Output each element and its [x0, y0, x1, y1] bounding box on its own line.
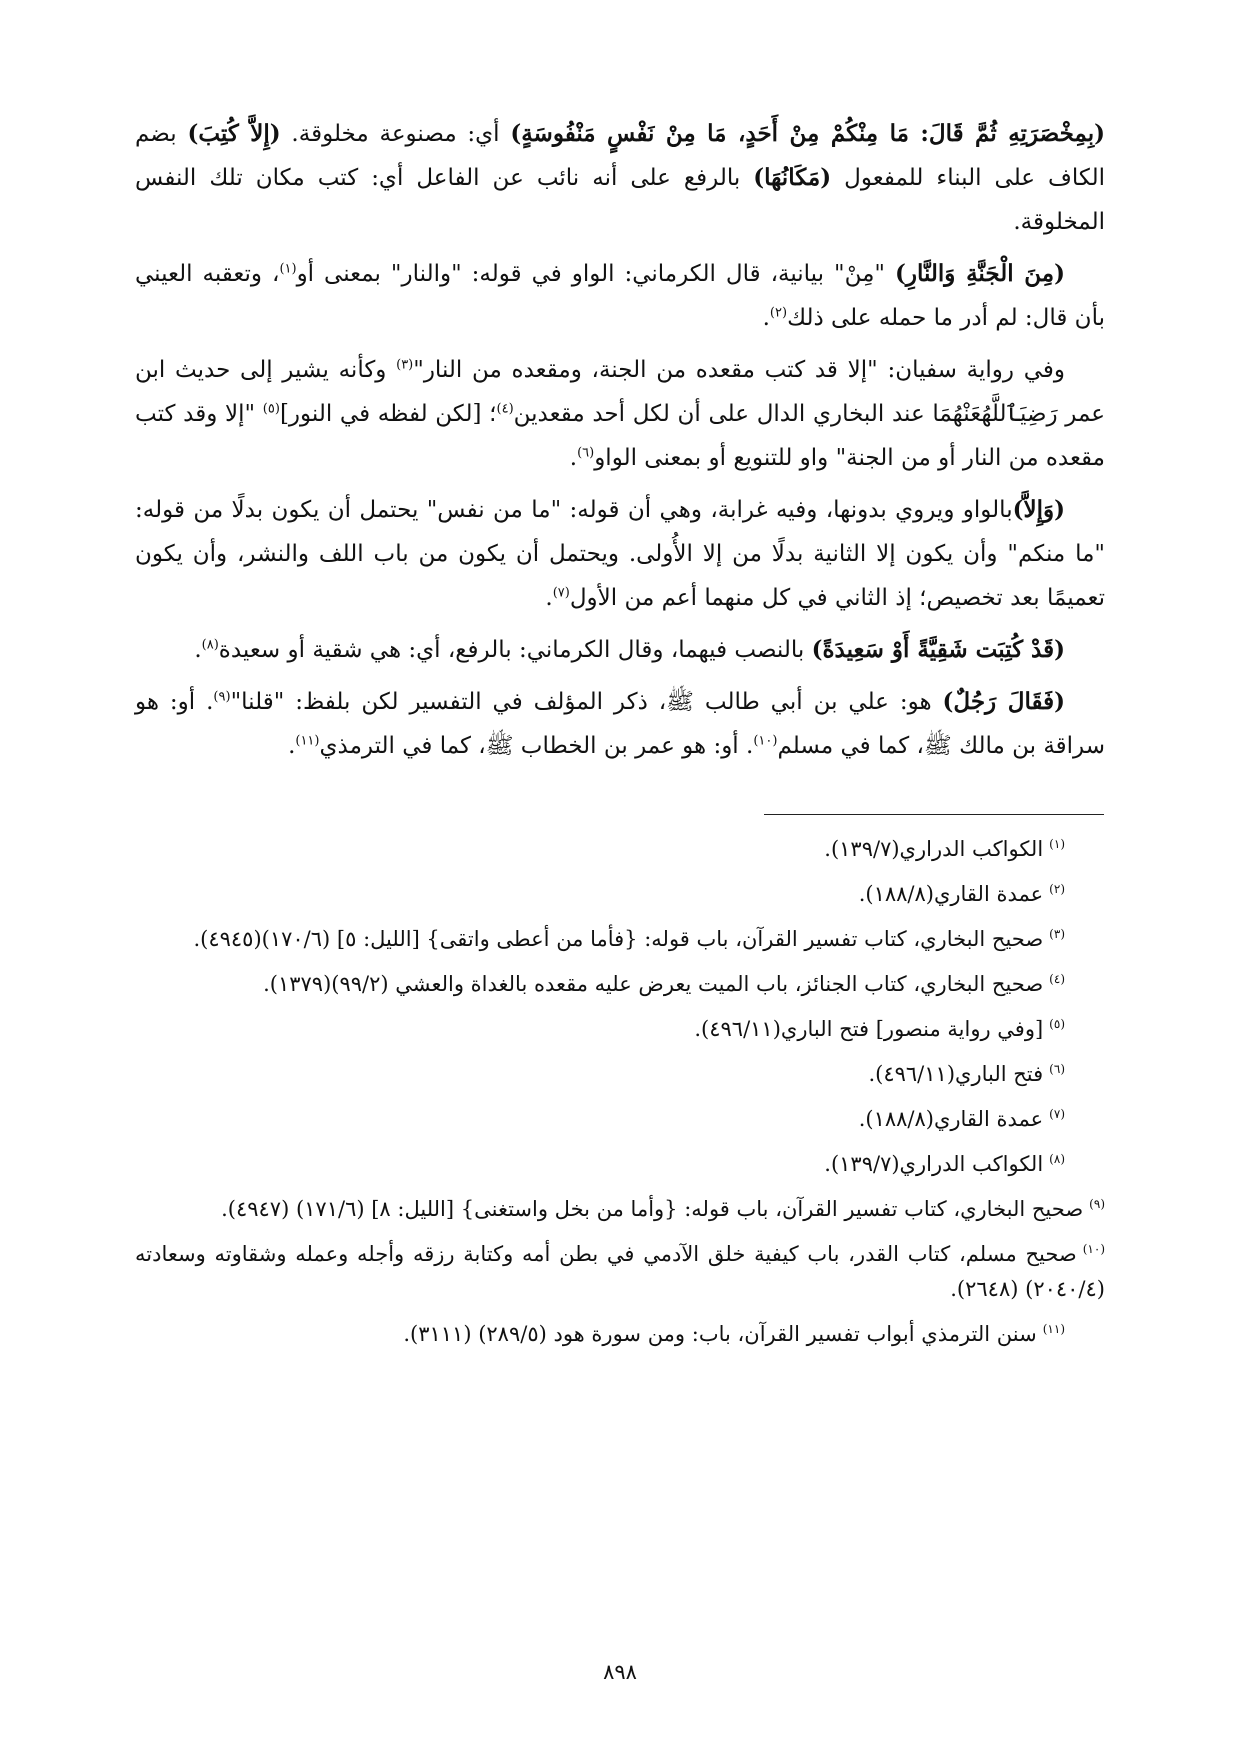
- footnote: [135, 967, 1105, 1002]
- footnote: [135, 1012, 1105, 1047]
- footnote-ref[interactable]: (٩): [213, 689, 231, 705]
- hadith-quote: (مَكَانُهَا): [753, 164, 832, 191]
- footnote-number: (٩): [1089, 1197, 1105, 1211]
- footnote-ref[interactable]: (١٠): [753, 733, 778, 749]
- footnote-number: (٧): [1049, 1107, 1065, 1121]
- commentary-text: "مِنْ" بيانية، قال الكرماني: الواو في قوله: "والنار" بمعنى أو: [296, 261, 895, 287]
- hadith-quote: (إِلاَّ كُتِبَ): [187, 120, 281, 147]
- footnote-ref[interactable]: (٦): [577, 445, 595, 461]
- footnote-ref[interactable]: (١١): [295, 733, 320, 749]
- footnote-text: صحيح البخاري، كتاب الجنائز، باب الميت يعرض عليه مقعده بالغداة والعشي (٩٩/٢)(١٣٧٩).: [263, 972, 1044, 996]
- footnote: [135, 1192, 1105, 1227]
- footnote-number: (١): [1049, 837, 1065, 851]
- footnote-text: سنن الترمذي أبواب تفسير القرآن، باب: ومن سورة هود (٢٨٩/٥) (٣١١١).: [403, 1322, 1037, 1346]
- footnotes: [135, 832, 1105, 1362]
- footnote-number: (٦): [1049, 1062, 1065, 1076]
- footnote-separator: [764, 814, 1104, 815]
- footnote-text: صحيح البخاري، كتاب تفسير القرآن، باب قوله: {فأما من أعطى واتقى} [الليل: ٥] (١٧٠/٦)(٤٩٤٥).: [193, 927, 1044, 951]
- main-text: [135, 112, 1105, 776]
- footnote-number: (٢): [1049, 882, 1065, 896]
- commentary-text: بالواو ويروي بدونها، وفيه غرابة، وهي أن قوله: "ما من نفس" يحتمل أن يكون بدلًا من قوله: "ما منكم" وأن يكون إلا الثانية بدلًا من إلا الأُولى. ويحتمل أن يكون من باب اللف والنشر، وأن يكون تعميمًا بعد تخصيص؛ إذ الثاني في كل منهما أعم من الأول: [135, 497, 1105, 611]
- commentary-text: وكأنه يشير إلى حديث ابن عمر رَضِيَٱللَّهُعَنْهُمَا عند البخاري الدال على أن لكل أحد مقعدين: [135, 357, 1105, 427]
- hadith-quote: (فَقَالَ رَجُلٌ): [942, 688, 1065, 715]
- footnote: [135, 877, 1105, 912]
- footnote: [135, 1057, 1105, 1092]
- footnote-text: صحيح مسلم، كتاب القدر، باب كيفية خلق الآدمي في بطن أمه وكتابة رزقه وأجله وعمله وشقاوته وسعادته (٢٠٤٠/٤) (٢٦٤٨).: [135, 1242, 1105, 1301]
- footnote: [135, 832, 1105, 867]
- footnote-ref[interactable]: (٥): [262, 401, 280, 417]
- footnote: [135, 922, 1105, 957]
- commentary-text: . أو: هو عمر بن الخطاب ﷺ، كما في الترمذي: [319, 733, 754, 759]
- footnote-text: الكواكب الدراري(١٣٩/٧).: [824, 837, 1044, 861]
- footnote-number: (٣): [1049, 927, 1065, 941]
- footnote-ref[interactable]: (٢): [769, 305, 788, 321]
- footnote-ref[interactable]: (٤): [496, 401, 514, 417]
- footnote: [135, 1317, 1105, 1352]
- commentary-text: "إلا وقد كتب مقعده من النار أو من الجنة" واو للتنويع أو بمعنى الواو: [135, 401, 1105, 471]
- hadith-quote: (مِنَ الْجَنَّةِ وَالنَّارِ): [894, 260, 1065, 287]
- footnote-number: (٤): [1049, 972, 1065, 986]
- footnote-number: (٥): [1049, 1017, 1065, 1031]
- commentary-text: .: [194, 637, 202, 663]
- footnote-text: عمدة القاري(١٨٨/٨).: [858, 882, 1044, 906]
- page-number: ٨٩٨: [603, 1660, 637, 1684]
- footnote-ref[interactable]: (٧): [552, 585, 570, 601]
- commentary-text: وفي رواية سفيان: "إلا قد كتب مقعده من الجنة، ومقعده من النار": [413, 357, 1066, 383]
- hadith-quote: (بِمِخْصَرَتِهِ ثُمَّ قَالَ: مَا مِنْكُمْ مِنْ أَحَدٍ، مَا مِنْ نَفْسٍ مَنْفُوسَةٍ): [510, 120, 1106, 147]
- footnote-text: الكواكب الدراري(١٣٩/٧).: [824, 1152, 1044, 1176]
- footnote: [135, 1147, 1105, 1182]
- footnote: [135, 1102, 1105, 1137]
- paragraph-6: [135, 680, 1105, 768]
- footnote-ref[interactable]: (٨): [201, 637, 219, 653]
- commentary-text: . أو: هو سراقة بن مالك ﷺ، كما في مسلم: [135, 689, 1105, 759]
- footnote-number: (١١): [1042, 1322, 1065, 1336]
- footnote-ref[interactable]: (٣): [396, 357, 414, 373]
- footnote-number: (١٠): [1082, 1242, 1105, 1256]
- footnote-text: صحيح البخاري، كتاب تفسير القرآن، باب قوله: {وأما من بخل واستغنى} [الليل: ٨] (١٧١/٦) (٤٩٤٧).: [221, 1197, 1084, 1221]
- commentary-text: أي: مصنوعة مخلوقة.: [280, 121, 511, 147]
- footnote-text: [وفي رواية منصور] فتح الباري(٤٩٦/١١).: [694, 1017, 1044, 1041]
- commentary-text: بالرفع على أنه نائب عن الفاعل أي: كتب مكان تلك النفس المخلوقة.: [135, 165, 1105, 235]
- commentary-text: هو: علي بن أبي طالب ﷺ، ذكر المؤلف في التفسير لكن بلفظ: "قلنا": [230, 689, 943, 715]
- footnote-number: (٨): [1049, 1152, 1065, 1166]
- commentary-text: .: [545, 585, 553, 611]
- commentary-text: بضم الكاف على البناء للمفعول: [135, 121, 1106, 191]
- paragraph-4: [135, 488, 1105, 620]
- footnote: [135, 1237, 1105, 1307]
- paragraph-1: [135, 112, 1105, 244]
- footnote-text: عمدة القاري(١٨٨/٨).: [858, 1107, 1044, 1131]
- paragraph-5: [135, 628, 1105, 672]
- paragraph-2: [135, 252, 1105, 340]
- footnote-ref[interactable]: (١): [279, 261, 297, 277]
- commentary-text: ، وتعقبه العيني بأن قال: لم أدر ما حمله على ذلك: [135, 261, 1105, 331]
- commentary-text: .: [288, 733, 296, 759]
- commentary-text: .: [762, 305, 770, 331]
- paragraph-3: [135, 348, 1105, 480]
- commentary-text: ؛ [لكن لفظه في النور]: [279, 401, 497, 427]
- footnote-text: فتح الباري(٤٩٦/١١).: [868, 1062, 1044, 1086]
- commentary-text: .: [569, 445, 578, 471]
- hadith-quote: (قَدْ كُتِبَت شَقِيَّةً أَوْ سَعِيدَةً): [811, 636, 1065, 663]
- hadith-quote: (وَإِلاَّ): [1012, 496, 1065, 523]
- commentary-text: بالنصب فيهما، وقال الكرماني: بالرفع، أي: هي شقية أو سعيدة: [218, 637, 812, 663]
